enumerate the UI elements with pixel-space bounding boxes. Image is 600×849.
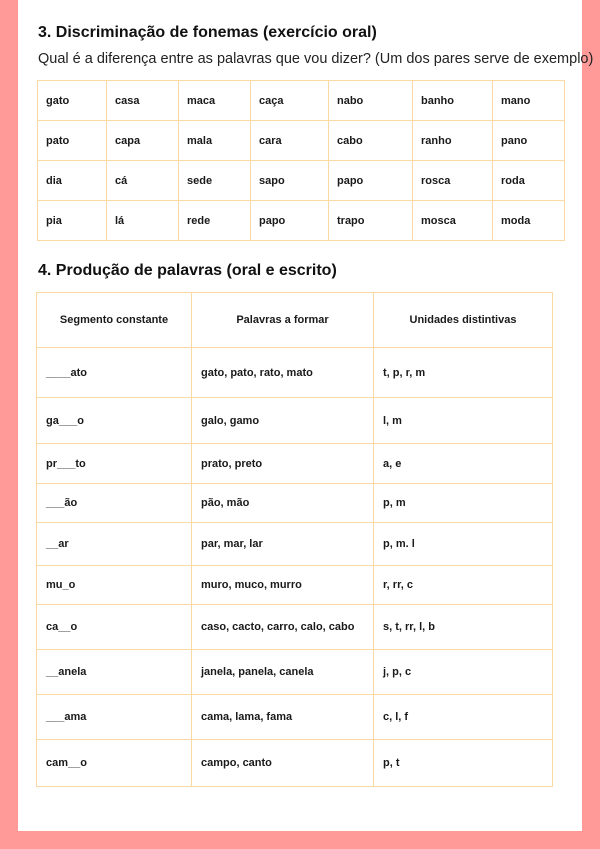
- word-cell: banho: [413, 81, 493, 121]
- word-cell: nabo: [329, 81, 413, 121]
- word-cell: sede: [179, 161, 251, 201]
- word-cell: maca: [179, 81, 251, 121]
- header-unidades-distintivas: Unidades distintivas: [374, 293, 553, 348]
- word-cell: lá: [107, 201, 179, 241]
- segment-cell: __anela: [37, 650, 192, 695]
- table-row: [38, 121, 565, 161]
- units-cell: a, e: [374, 444, 553, 484]
- table-row: [37, 444, 553, 484]
- table-row: [38, 201, 565, 241]
- words-cell: pão, mão: [192, 484, 374, 523]
- section-4-title: 4. Produção de palavras (oral e escrito): [38, 262, 337, 279]
- units-cell: s, t, rr, l, b: [374, 605, 553, 650]
- table-row: [37, 605, 553, 650]
- word-cell: pato: [38, 121, 107, 161]
- word-cell: cabo: [329, 121, 413, 161]
- word-cell: roda: [493, 161, 565, 201]
- word-cell: dia: [38, 161, 107, 201]
- segment-cell: ___ão: [37, 484, 192, 523]
- units-cell: c, l, f: [374, 695, 553, 740]
- segment-cell: cam__o: [37, 740, 192, 787]
- segment-cell: pr___to: [37, 444, 192, 484]
- segment-cell: ca__o: [37, 605, 192, 650]
- table-row: [38, 161, 565, 201]
- words-cell: janela, panela, canela: [192, 650, 374, 695]
- word-cell: mosca: [413, 201, 493, 241]
- word-cell: pia: [38, 201, 107, 241]
- worksheet-page: [18, 0, 594, 831]
- word-production-table: [36, 292, 553, 787]
- word-cell: moda: [493, 201, 565, 241]
- word-cell: caça: [251, 81, 329, 121]
- units-cell: t, p, r, m: [374, 348, 553, 398]
- words-cell: muro, muco, murro: [192, 566, 374, 605]
- word-cell: sapo: [251, 161, 329, 201]
- header-palavras-a-formar: Palavras a formar: [192, 293, 374, 348]
- word-cell: papo: [251, 201, 329, 241]
- word-cell: cara: [251, 121, 329, 161]
- phoneme-pairs-table: [37, 80, 565, 241]
- segment-cell: __ar: [37, 523, 192, 566]
- word-cell: mano: [493, 81, 565, 121]
- words-cell: cama, lama, fama: [192, 695, 374, 740]
- section-3-title: 3. Discriminação de fonemas (exercício oral): [38, 24, 377, 41]
- table-row: [37, 695, 553, 740]
- table-row: [37, 566, 553, 605]
- word-cell: papo: [329, 161, 413, 201]
- words-cell: par, mar, lar: [192, 523, 374, 566]
- words-cell: gato, pato, rato, mato: [192, 348, 374, 398]
- units-cell: p, m. l: [374, 523, 553, 566]
- word-cell: casa: [107, 81, 179, 121]
- table-row: [38, 81, 565, 121]
- word-cell: ranho: [413, 121, 493, 161]
- word-cell: gato: [38, 81, 107, 121]
- units-cell: p, t: [374, 740, 553, 787]
- table-row: [37, 398, 553, 444]
- words-cell: caso, cacto, carro, calo, cabo: [192, 605, 374, 650]
- words-cell: galo, gamo: [192, 398, 374, 444]
- word-cell: cá: [107, 161, 179, 201]
- segment-cell: ga___o: [37, 398, 192, 444]
- header-segmento-constante: Segmento constante: [37, 293, 192, 348]
- word-cell: trapo: [329, 201, 413, 241]
- table-row: [37, 523, 553, 566]
- segment-cell: mu_o: [37, 566, 192, 605]
- words-cell: prato, preto: [192, 444, 374, 484]
- units-cell: j, p, c: [374, 650, 553, 695]
- word-cell: capa: [107, 121, 179, 161]
- units-cell: l, m: [374, 398, 553, 444]
- units-cell: p, m: [374, 484, 553, 523]
- segment-cell: ___ama: [37, 695, 192, 740]
- units-cell: r, rr, c: [374, 566, 553, 605]
- segment-cell: ____ato: [37, 348, 192, 398]
- table-row: [37, 740, 553, 787]
- words-cell: campo, canto: [192, 740, 374, 787]
- word-cell: mala: [179, 121, 251, 161]
- section-3-instruction: Qual é a diferença entre as palavras que vou dizer? (Um dos pares serve de exemplo): [38, 51, 594, 67]
- word-cell: pano: [493, 121, 565, 161]
- word-cell: rede: [179, 201, 251, 241]
- table-row: [37, 484, 553, 523]
- word-cell: rosca: [413, 161, 493, 201]
- table-row: [37, 348, 553, 398]
- table-row: [37, 650, 553, 695]
